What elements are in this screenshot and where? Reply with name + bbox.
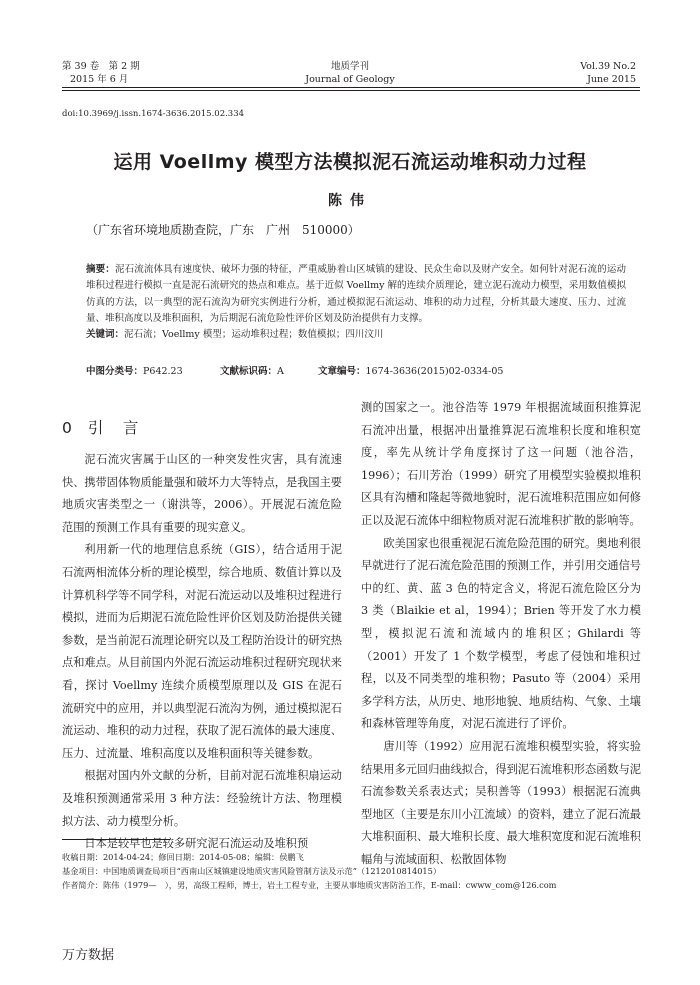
- clc-code: [86, 363, 183, 377]
- abstract-label: 摘要：: [86, 264, 115, 275]
- keywords: [86, 327, 626, 343]
- header-rule-bottom: [62, 90, 640, 91]
- author-name: 陈伟: [328, 193, 372, 209]
- footnote-funding: 基金项目：中国地质调查局项目“西南山区城镇建设地质灾害风险管制方法及示范”（1212010814015）: [62, 866, 442, 876]
- doc-code: [220, 363, 284, 377]
- section-title: 引 言: [87, 419, 141, 437]
- paragraph: 日本是较早也是较多研究泥石流运动及堆积预: [84, 837, 309, 851]
- header-volume: 第 39 卷 第 2 期: [62, 61, 140, 72]
- affiliation: （广东省环境地质勘查院，广东 广州 510000）: [86, 223, 360, 237]
- doc-label: 文献标识码：: [220, 366, 278, 377]
- keywords-text: 泥石流；Voellmy 模型；运动堆积过程；数值模拟；四川汶川: [124, 329, 384, 341]
- keywords-label: 关键词：: [86, 329, 125, 341]
- footnote-bio: 作者简介：陈伟（1979— ），男，高级工程师，博士，岩土工程专业，主要从事地质灾害防治工作，E-mail：cwww_com@126.com: [62, 880, 557, 890]
- header-vol-no: Vol.39 No.2: [580, 61, 636, 72]
- header-rule-top: [62, 87, 640, 88]
- paragraph: 测的国家之一。池谷浩等 1979 年根据流域面积推算泥石流冲出量，根据冲出量推算泥石流堆积长度和堆积宽度，率先从统计学角度探讨了这一问题（池谷浩，1996）；石川芳治（1999）研究了用模型实验模拟堆积区具有沟槽和隆起等微地貌时，泥石流堆积范围应如何修正以及泥石流体中细粒物质对泥石流堆积扩散的影响等。: [361, 401, 641, 527]
- paragraph: 唐川等（1992）应用泥石流堆积模型实验，将实验结果用多元回归曲线拟合，得到泥石流堆积形态函数与泥石流参数关系表达式；吴积善等（1993）根据泥石流典型地区（主要是东川小江流域）的资料，建立了泥石流最大堆积面积、最大堆积长度、最大堆积宽度和泥石流堆积幅角与流域面积、松散固体物: [361, 739, 641, 866]
- header-journal-en: Journal of Geology: [305, 74, 395, 85]
- paragraph: 泥石流灾害属于山区的一种突发性灾害，具有流速快、携带固体物质能量强和破坏力大等特点，是我国主要地质灾害类型之一（谢洪等，2006）。开展泥石流危险范围的预测工作具有重要的现实意义。: [62, 453, 342, 534]
- paragraph: 根据对国内外文献的分析，目前对泥石流堆积扇运动及堆积预测通常采用 3 种方法：经验统计方法、物理模拟方法、动力模型分析。: [62, 769, 342, 828]
- header-vol-en: [580, 60, 636, 86]
- article-label: 文章编号：: [318, 366, 366, 377]
- right-column: [361, 397, 641, 871]
- abstract-text: 泥石流流体具有速度快、破坏力强的特征，严重威胁着山区城镇的建设、民众生命以及财产安全。如何针对泥石流的运动堆积过程进行模拟一直是泥石流研究的热点和难点。基于近似 Voellmy 解的连续介质理论，建立泥石流动力模型，采用数值模拟仿真的方法，以一典型的泥石流沟为研究实例进行分析，通过模拟泥石流运动、堆积的动力过程，分析其最大速度、压力、过流量、堆积高度以及堆积面积，为后期泥石流危险性评价区划及防治提供有力支撑。: [86, 264, 626, 324]
- doi: doi:10.3969/j.issn.1674-3636.2015.02.334: [62, 109, 245, 119]
- clc-label: 中图分类号：: [86, 366, 144, 377]
- header-journal-cn: 地质学刊: [330, 61, 369, 72]
- header-month-year: June 2015: [587, 74, 636, 85]
- paper-title: 运用 Voellmy 模型方法模拟泥石流运动堆积动力过程: [113, 151, 587, 173]
- abstract-block: [86, 262, 626, 343]
- footnote-rule: [62, 839, 170, 840]
- article-value: 1674-3636(2015)02-0334-05: [365, 366, 504, 377]
- clc-value: P642.23: [143, 366, 183, 377]
- abstract: [86, 262, 626, 327]
- paragraph: 欧美国家也很重视泥石流危险范围的研究。奥地利很早就进行了泥石流危险范围的预测工作，并引用交通信号中的红、黄、蓝 3 色的特定含义，将泥石流危险区分为 3 类（Blaikie et al，1994）；Brien 等开发了水力模型，模拟泥石流和流域内的堆积区；Ghilardi 等（2001）开发了 1 个数学模型，考虑了侵蚀和堆积过程，以及不同类型的堆积物；Pasuto 等（2004）采用多学科方法，从历史、地形地貌、地质结构、气象、土壤和森林管理等角度，对泥石流进行了评价。: [361, 536, 641, 731]
- section-number: 0: [62, 419, 74, 437]
- footnote-received: 收稿日期：2014-04-24；修回日期：2014-05-08；编辑：侯鹏飞: [62, 852, 304, 862]
- header-date: 2015 年 6 月: [70, 74, 129, 85]
- article-number: [318, 363, 503, 377]
- left-column: [62, 449, 342, 856]
- doc-value: A: [277, 366, 284, 377]
- watermark: 万方数据: [62, 948, 115, 963]
- section-heading: [62, 416, 140, 438]
- paragraph: 利用新一代的地理信息系统（GIS），结合适用于泥石流两相流体分析的理论模型，综合地质、数值计算以及计算机科学等不同学科，对泥石流运动以及堆积过程进行模拟，进而为后期泥石流危险性评价区划及防治提供关键参数，是当前泥石流理论研究以及工程防治设计的研究热点和难点。从目前国内外泥石流运动堆积过程研究现状来看，探讨 Voellmy 连续介质模型原理以及 GIS 在泥石流研究中的应用，并以典型泥石流沟为例，通过模拟泥石流运动、堆积的动力过程，获取了泥石流体的最大速度、压力、过流量、堆积高度以及堆积面积等关键参数。: [62, 543, 342, 760]
